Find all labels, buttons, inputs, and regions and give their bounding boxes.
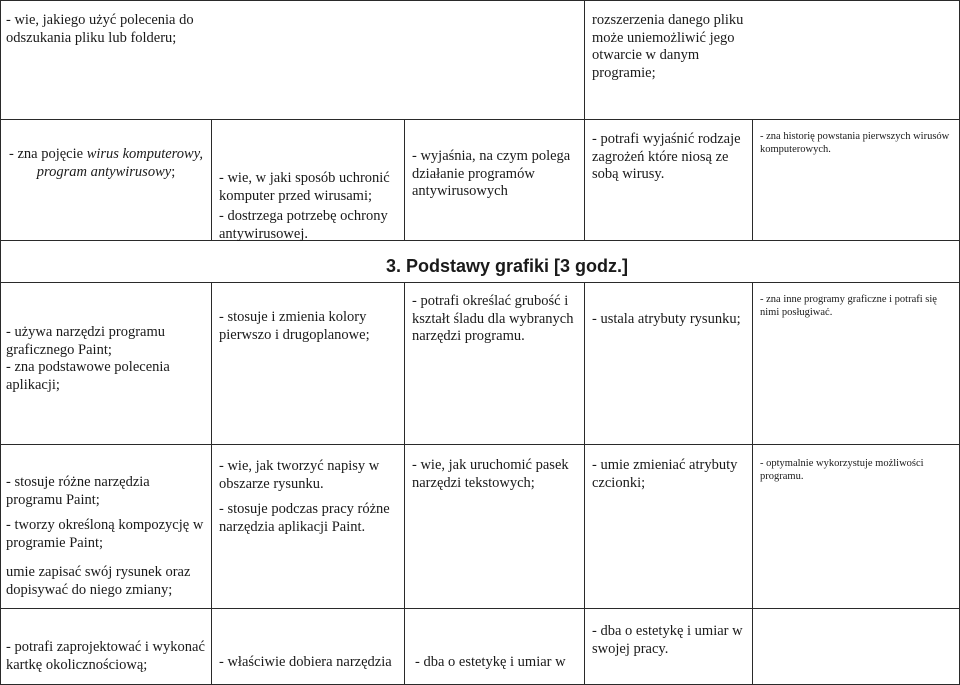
col-divider-2-lower (404, 282, 405, 685)
r1-col4-text: rozszerzenia danego pliku może uniemożliwić jego otwarcie w danym programie; (592, 12, 744, 81)
section-heading: 3. Podstawy grafiki [3 godz.] (386, 256, 629, 276)
row-divider-5 (0, 608, 960, 609)
r5-col1-text: - potrafi zaprojektować i wykonać kartkę okolicznościową; (6, 639, 205, 673)
r1-col1-text: - wie, jakiego użyć polecenia do odszukania pliku lub folderu; (6, 12, 194, 46)
r4-col2-text-a: - wie, jak tworzyć napisy w obszarze rysunku. (219, 458, 380, 492)
r3-col1-cell (6, 324, 206, 394)
r5-col4-text: - dba o estetykę i umiar w swojej pracy. (592, 623, 743, 657)
r5-col2-cell (219, 654, 401, 672)
r5-col3-cell (415, 654, 583, 672)
r2-col3-text: - wyjaśnia, na czym polega działanie programów antywirusowych (412, 148, 571, 199)
r4-col1-text-a: - stosuje różne narzędzia programu Paint; (6, 474, 150, 508)
r2-col1-text (6, 146, 206, 181)
r4-col4-text: - umie zmieniać atrybuty czcionki; (592, 457, 738, 491)
r3-col2-cell (219, 309, 399, 344)
row-divider-3 (0, 282, 960, 283)
r4-col2-text-b: - stosuje podczas pracy różne narzędzia aplikacji Paint. (219, 501, 390, 535)
r4-col3-cell (412, 457, 580, 492)
col-divider-3-upper (584, 0, 585, 240)
r4-col1-cell (6, 474, 206, 599)
r3-col1-text-a: - używa narzędzi programu graficznego Paint; (6, 324, 166, 358)
r2-col2-text-b: - dostrzega potrzebę ochrony antywirusowej. (219, 208, 388, 242)
r3-col1-text-b: - zna podstawowe polecenia aplikacji; (6, 359, 170, 393)
r4-col1-text-b: - tworzy określoną kompozycję w programie Paint; (6, 517, 204, 551)
r3-col4-text: - ustala atrybuty rysunku; (592, 311, 741, 327)
r4-col2-cell (219, 458, 399, 536)
r5-col2-text: - właściwie dobiera narzędzia (219, 654, 392, 670)
r3-col4-cell (592, 311, 750, 329)
row-divider-4 (0, 444, 960, 445)
r1-col1-cell (6, 12, 206, 47)
r2-col1-prefix: - zna pojęcie (9, 146, 87, 162)
r5-col3-text: - dba o estetykę i umiar w (415, 654, 566, 670)
r2-col1-cell (6, 146, 206, 181)
r5-col4-cell (592, 623, 750, 658)
r1-col4-cell (592, 12, 752, 82)
r2-col1-suffix: ; (171, 163, 176, 180)
col-divider-2-upper (404, 119, 405, 240)
table-border-top (0, 0, 960, 1)
r2-col4-cell (592, 131, 749, 184)
r2-col1-terms: wirus komputerowy, program antywirusowy (36, 146, 203, 180)
r3-col3-text: - potrafi określać grubość i kształt śladu dla wybranych narzędzi programu. (412, 293, 574, 344)
col-divider-4-upper (752, 119, 753, 240)
r4-col5-text: - optymalnie wykorzystuje możliwości programu. (760, 458, 924, 482)
col-divider-3-lower (584, 282, 585, 685)
r4-col3-text: - wie, jak uruchomić pasek narzędzi tekstowych; (412, 457, 569, 491)
r2-col2-cell (219, 170, 399, 243)
table-border-left (0, 0, 1, 685)
col-divider-4-lower (752, 282, 753, 685)
row-divider-2 (0, 240, 960, 241)
r2-col5-cell (760, 130, 956, 156)
r4-col5-cell (760, 457, 956, 483)
row-divider-1 (0, 119, 960, 120)
r5-col1-cell (6, 639, 206, 674)
r2-col3-cell (412, 148, 580, 201)
r3-col3-cell (412, 293, 580, 346)
r3-col2-text: - stosuje i zmienia kolory pierwszo i drugoplanowe; (219, 309, 370, 343)
r3-col5-cell (760, 293, 956, 319)
col-divider-1-lower (211, 282, 212, 685)
r2-col2-text-a: - wie, w jaki sposób uchronić komputer przed wirusami; (219, 170, 390, 204)
r4-col4-cell (592, 457, 750, 492)
r2-col4-text: - potrafi wyjaśnić rodzaje zagrożeń które niosą ze sobą wirusy. (592, 131, 741, 182)
r4-col1-text-c: umie zapisać swój rysunek oraz dopisywać do niego zmiany; (6, 564, 191, 598)
col-divider-1-upper (211, 119, 212, 240)
r3-col5-text: - zna inne programy graficzne i potrafi się nimi posługiwać. (760, 294, 937, 318)
r2-col5-text: - zna historię powstania pierwszych wirusów komputerowych. (760, 131, 950, 155)
